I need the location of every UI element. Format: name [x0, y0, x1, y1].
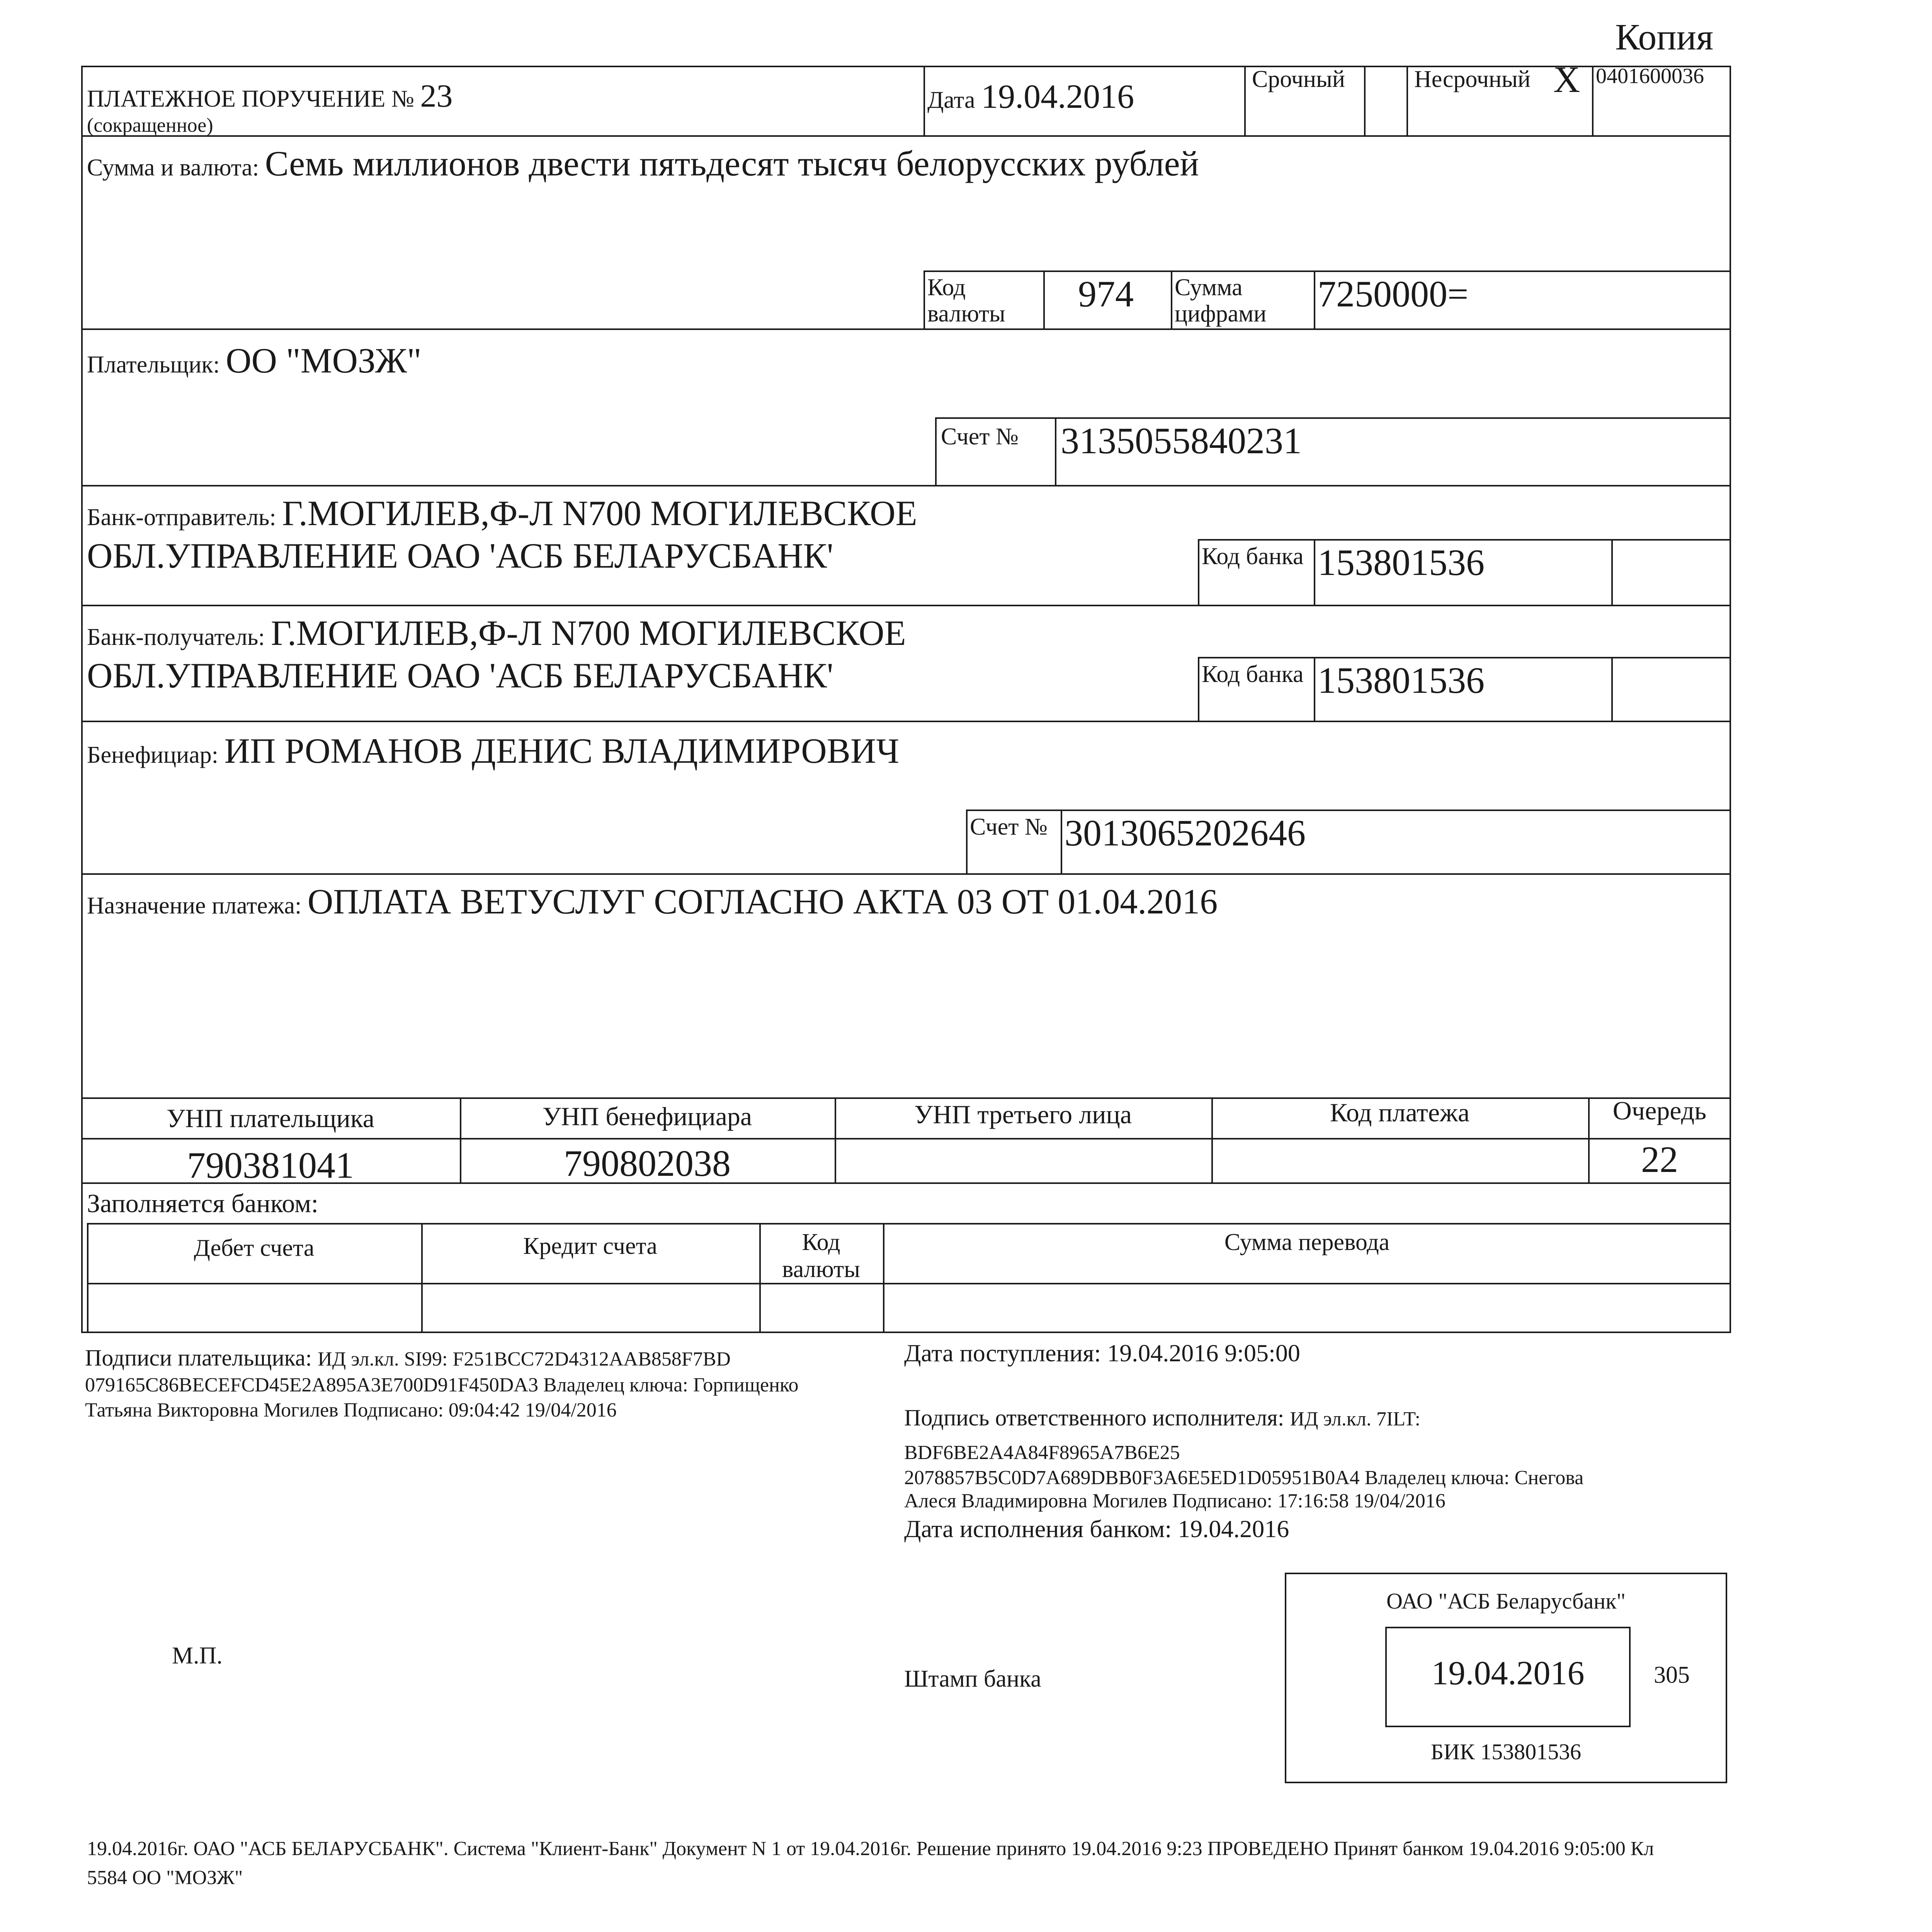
form-title: ПЛАТЕЖНОЕ ПОРУЧЕНИЕ № 23 [87, 78, 453, 114]
sender-bank-code-label: Код банка [1202, 543, 1304, 570]
currency-header: Код валюты [782, 1229, 860, 1282]
currency-code: 974 [1078, 273, 1134, 315]
payer-signatures: Подписи плательщика: ИД эл.кл. SI99: F251BCC72D4312AAB858F7BD [85, 1345, 731, 1371]
footer-line1: 19.04.2016г. ОАО "АСБ БЕЛАРУСБАНК". Система "Клиент-Банк" Документ N 1 от 19.04.2016г. Решение принято 19.04.2016 9:23 ПРОВЕДЕНО Принят банком 19.04.2016 9:05:00 Кл [87, 1838, 1654, 1860]
nonurgent-label: Несрочный [1414, 66, 1531, 92]
unp-beneficiary-header: УНП бенефициара [542, 1102, 752, 1131]
bank-stamp-label: Штамп банка [904, 1666, 1041, 1692]
beneficiary-account: 3013065202646 [1065, 812, 1306, 854]
amount-in-words: Семь миллионов двести пятьдесят тысяч белорусских рублей [265, 144, 1199, 183]
payer-account: 3135055840231 [1061, 420, 1302, 461]
receiver-bank-line2: ОБЛ.УПРАВЛЕНИЕ ОАО 'АСБ БЕЛАРУСБАНК' [87, 656, 833, 695]
nonurgent-checkmark: X [1553, 59, 1580, 100]
receipt-date: Дата поступления: 19.04.2016 9:05:00 [904, 1339, 1300, 1367]
seal-place-label: М.П. [172, 1643, 223, 1669]
queue-value: 22 [1641, 1139, 1678, 1180]
beneficiary-account-label: Счет № [970, 814, 1048, 840]
credit-header: Кредит счета [523, 1233, 657, 1259]
currency-code-label: Код валюты [927, 274, 1005, 327]
order-date: 19.04.2016 [981, 78, 1134, 116]
receiver-bank-section: Банк-получатель: Г.МОГИЛЕВ,Ф-Л N700 МОГИЛЕВСКОЕ [87, 613, 906, 653]
stamp-date: 19.04.2016 [1431, 1655, 1585, 1692]
payment-purpose: ОПЛАТА ВЕТУСЛУГ СОГЛАСНО АКТА 03 ОТ 01.04.2016 [307, 882, 1218, 921]
date-field: Дата 19.04.2016 [927, 78, 1134, 116]
payer-name: ОО "МОЗЖ" [226, 341, 422, 380]
unp-payer-header: УНП плательщика [167, 1104, 374, 1133]
copy-mark: Копия [1615, 16, 1714, 58]
form-subtitle: (сокращенное) [87, 114, 213, 136]
beneficiary-section: Бенефициар: ИП РОМАНОВ ДЕНИС ВЛАДИМИРОВИЧ [87, 731, 900, 770]
executor-signature-line2: BDF6BE2A4A84F8965A7B6E25 [904, 1442, 1180, 1464]
payer-section: Плательщик: ОО "МОЗЖ" [87, 341, 422, 380]
executor-signature-line3: 2078857B5C0D7A689DBB0F3A6E5ED1D05951B0A4 Владелец ключа: Снегова [904, 1467, 1584, 1489]
sender-bank-line1: Г.МОГИЛЕВ,Ф-Л N700 МОГИЛЕВСКОЕ [282, 493, 917, 533]
sum-digits: 7250000= [1318, 273, 1469, 315]
sender-bank-section: Банк-отправитель: Г.МОГИЛЕВ,Ф-Л N700 МОГИЛЕВСКОЕ [87, 493, 917, 533]
sender-bank-line2: ОБЛ.УПРАВЛЕНИЕ ОАО 'АСБ БЕЛАРУСБАНК' [87, 536, 833, 575]
receiver-bank-line1: Г.МОГИЛЕВ,Ф-Л N700 МОГИЛЕВСКОЕ [271, 613, 906, 653]
footer-line2: 5584 ОО "МОЗЖ" [87, 1867, 243, 1889]
transfer-sum-header: Сумма перевода [1224, 1229, 1390, 1255]
beneficiary-name: ИП РОМАНОВ ДЕНИС ВЛАДИМИРОВИЧ [224, 731, 900, 770]
unp-payer-value: 790381041 [187, 1145, 354, 1186]
unp-beneficiary-value: 790802038 [564, 1143, 731, 1184]
payer-signature-line3: Татьяна Викторовна Могилев Подписано: 09:04:42 19/04/2016 [85, 1399, 617, 1421]
payer-signature-line2: 079165C86BECEFCD45E2A895A3E700D91F450DA3 Владелец ключа: Горпищенко [85, 1374, 799, 1396]
unp-third-party-header: УНП третьего лица [914, 1100, 1132, 1129]
bank-fill-label: Заполняется банком: [87, 1189, 319, 1218]
stamp-bank-name: ОАО "АСБ Беларусбанк" [1386, 1588, 1626, 1614]
payer-account-label: Счет № [941, 423, 1019, 450]
form-code: 0401600036 [1596, 64, 1704, 88]
stamp-bik: БИК 153801536 [1430, 1739, 1582, 1764]
receiver-bank-code-label: Код банка [1202, 661, 1304, 687]
sum-digits-label: Сумма цифрами [1175, 274, 1267, 327]
queue-header: Очередь [1612, 1096, 1707, 1125]
sender-bank-code: 153801536 [1318, 542, 1485, 583]
executor-signature: Подпись ответственного исполнителя: ИД эл.кл. 7ILT: [904, 1405, 1420, 1430]
execution-date: Дата исполнения банком: 19.04.2016 [904, 1515, 1289, 1543]
urgent-label: Срочный [1252, 66, 1345, 92]
stamp-number: 305 [1654, 1662, 1690, 1688]
amount-section: Сумма и валюта: Семь миллионов двести пятьдесят тысяч белорусских рублей [87, 144, 1199, 183]
executor-signature-line4: Алеся Владимировна Могилев Подписано: 17:16:58 19/04/2016 [904, 1490, 1446, 1512]
debit-header: Дебет счета [194, 1235, 315, 1261]
receiver-bank-code: 153801536 [1318, 660, 1485, 701]
payment-code-header: Код платежа [1330, 1098, 1470, 1127]
payment-purpose-section: Назначение платежа: ОПЛАТА ВЕТУСЛУГ СОГЛАСНО АКТА 03 ОТ 01.04.2016 [87, 882, 1218, 921]
order-number: 23 [420, 78, 453, 114]
